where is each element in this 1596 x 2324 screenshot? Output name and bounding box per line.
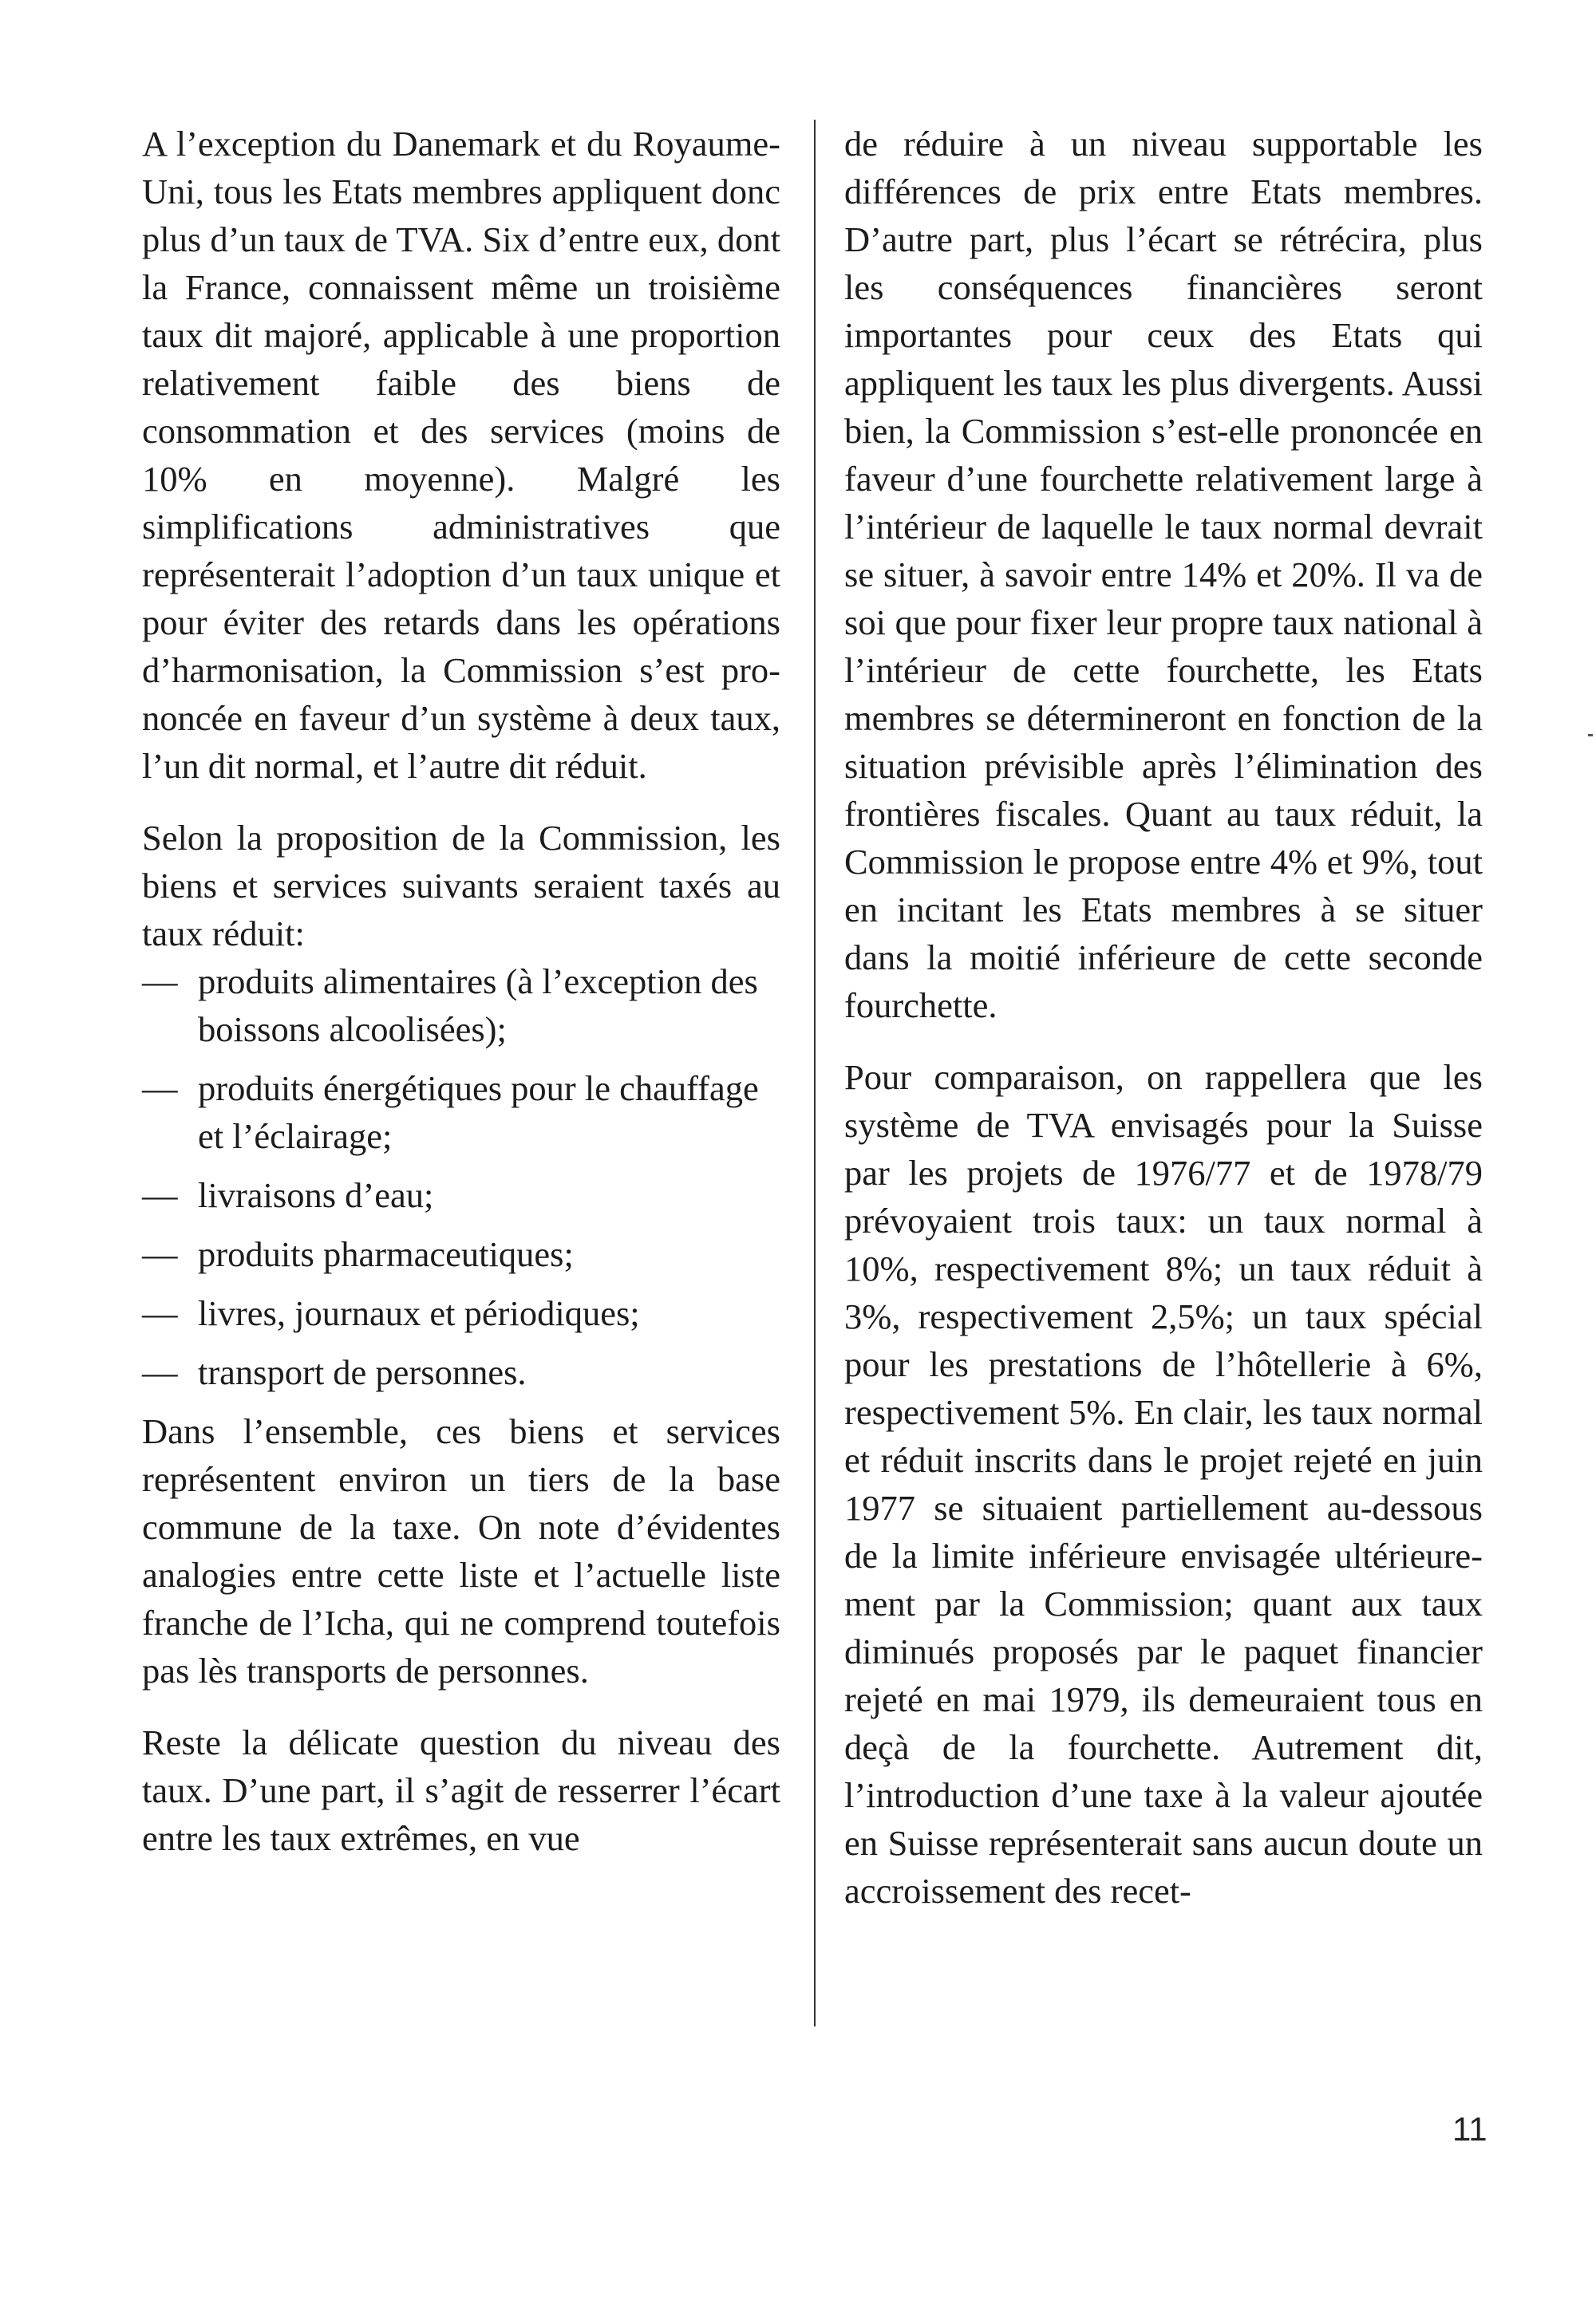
column-divider bbox=[814, 120, 816, 2026]
reduced-rate-goods-list bbox=[142, 957, 780, 1396]
paragraph-tax-rates-overview: A l’exception du Danemark et du Royaume-Uni, tous les Etats membres appliquent donc plus d’un taux de TVA. Six d’entre eux, dont la France, connaissent même un troisième taux dit majoré, applicable à une proportion relativement faible des biens de consommation et des services (moins de 10% en moyenne). Malgré les simplifications administratives que représenterait l’adoption d’un taux unique et pour éviter des retards dans les opérations d’harmonisation, la Commission s’est prononcée en faveur d’un système à deux taux, l’un dit normal, et l’autre dit réduit. bbox=[142, 124, 780, 786]
paragraph-tax-base-share: Dans l’ensemble, ces biens et services représentent environ un tiers de la base commune de la taxe. On note d’évidentes analogies entre cette liste et l’actuelle liste franche de l’Icha, qui ne comprend toutefois pas lès transports de personnes. bbox=[142, 1411, 780, 1691]
paragraph-rate-level-question: Reste la délicate question du niveau des taux. D’une part, il s’agit de resserrer l’écart entre les taux extrêmes, en vue bbox=[142, 1722, 780, 1858]
page-number: 11 bbox=[1452, 2110, 1487, 2148]
list-item: — livres, journaux et périodiques; bbox=[142, 1293, 640, 1333]
margin-mark bbox=[1588, 734, 1593, 736]
list-item: — produits alimentaires (à l’exception des boissons alcoolisées); bbox=[142, 961, 758, 1049]
list-item: — livraisons d’eau; bbox=[142, 1175, 434, 1215]
list-item: — transport de personnes. bbox=[142, 1352, 527, 1392]
list-item: — produits énergétiques pour le chauffage et l’éclairage; bbox=[142, 1068, 759, 1156]
paragraph-reduced-rate-intro: Selon la proposition de la Commission, les biens et services suivants seraient taxés au taux réduit: bbox=[142, 818, 780, 953]
list-item: — produits pharmaceutiques; bbox=[142, 1234, 574, 1274]
paragraph-swiss-comparison: Pour comparaison, on rappellera que les système de TVA envisagés pour la Suisse par les projets de 1976/77 et de 1978/79 prévoyaient trois taux: un taux normal à 10%, respectivement 8%; un taux réduit à 3%, respectivement 2,5%; un taux spécial pour les prestations de l’hôtellerie à 6%, respectivement 5%. En clair, les taux normal et réduit inscrits dans le projet rejeté en juin 1977 se situaient partiellement au-dessous de la limite inférieure envisagée ultérieurement par la Commission; quant aux taux diminués proposés par le paquet financier rejeté en mai 1979, ils demeuraient tous en deçà de la fourchette. Autrement dit, l’introduction d’une taxe à la valeur ajoutée en Suisse représenterait sans aucun doute un accroissement des recet- bbox=[844, 1057, 1483, 1911]
left-column bbox=[142, 120, 780, 1886]
right-column bbox=[844, 120, 1483, 1939]
paragraph-rate-range: de réduire à un niveau supportable les différences de prix entre Etats membres. D’autre part, plus l’écart se rétrécira, plus les conséquences financières seront importantes pour ceux des Etats qui appliquent les taux les plus divergents. Aussi bien, la Commission s’est-elle prononcée en faveur d’une fourchette relativement large à l’intérieur de laquelle le taux normal devrait se situer, à savoir entre 14% et 20%. Il va de soi que pour fixer leur propre taux national à l’intérieur de cette fourchette, les Etats membres se détermineront en fonction de la situation prévisible après l’élimination des frontières fiscales. Quant au taux réduit, la Commission le propose entre 4% et 9%, tout en incitant les Etats membres à se situer dans la moitié inférieure de cette seconde fourchette. bbox=[844, 124, 1483, 1025]
